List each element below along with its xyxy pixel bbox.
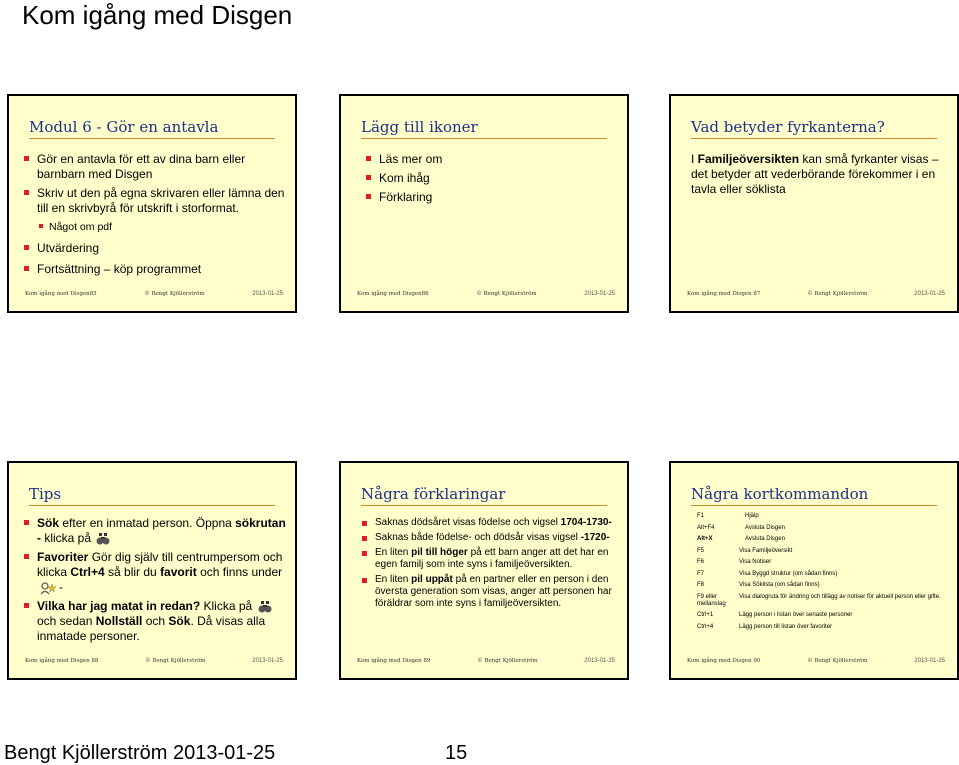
- slide-modul-6: [7, 94, 297, 313]
- shortcut-key: Alt+X: [697, 536, 713, 542]
- sub-bullet-item: Något om pdf: [39, 220, 287, 235]
- shortcut-row: [693, 582, 949, 589]
- footer-date: 2013-01-25: [252, 658, 283, 664]
- footer-copyright: © Bengt Kjöllerström: [145, 658, 206, 664]
- footer-date: 2013-01-25: [584, 291, 615, 297]
- shortcut-description: Visa Byggd struktur (om sådan finns): [739, 570, 838, 577]
- title-rule: [361, 505, 607, 506]
- title-rule: [29, 505, 275, 506]
- shortcut-description: Lägg person i listan över senaste personer: [739, 612, 853, 618]
- page-title: Kom igång med Disgen: [22, 0, 293, 30]
- favorites-icon: [39, 581, 57, 595]
- shortcut-row: [693, 594, 949, 608]
- shortcut-description: Visa Familjeöversikt: [739, 547, 793, 554]
- page-footer: Bengt Kjöllerström 2013-01-25: [4, 742, 276, 764]
- slide-nagra-kortkommandon: [669, 461, 959, 680]
- footer-date: 2013-01-25: [914, 291, 945, 297]
- shortcut-key: F5: [697, 547, 705, 554]
- slide-tips: [7, 461, 297, 680]
- bullet-item: En liten pil till höger på ett barn anger att det har en egen familj som inte syns i familjeöversikten.: [359, 547, 619, 571]
- title-rule: [29, 138, 275, 139]
- slide-title: Tips: [29, 485, 62, 503]
- footer-left: Kom igång med Disgen 90: [687, 658, 761, 664]
- binoculars-icon: [96, 533, 110, 545]
- shortcut-row: [693, 548, 949, 555]
- slide-footer: [687, 291, 945, 297]
- slide-vad-betyder-fyrkanterna: [669, 94, 959, 313]
- footer-left: Kom igång med Disgen 89: [357, 658, 431, 664]
- bullet-item: Saknas både födelse- och dödsår visas vigsel -1720-: [359, 532, 619, 544]
- bullet-item: Favoriter Gör dig själv till centrumpersom och klicka Ctrl+4 så blir du favorit och finns under -: [21, 550, 287, 595]
- shortcut-row: [693, 612, 949, 619]
- shortcut-description: Lägg person till listan över favoriter: [739, 623, 833, 630]
- footer-date: 2013-01-25: [252, 291, 283, 297]
- bullet-item: Fortsättning – köp programmet: [21, 262, 287, 277]
- slide-lagg-till-ikoner: [339, 94, 629, 313]
- shortcut-description: Visa Söklista (om sådan finns): [739, 582, 820, 588]
- slide-title: Några förklaringar: [361, 485, 506, 503]
- title-rule: [691, 505, 937, 506]
- footer-left: Kom igång med Disgen86: [357, 291, 429, 297]
- slide-footer: [687, 658, 945, 664]
- slide-title: Lägg till ikoner: [361, 118, 478, 136]
- footer-date: 2013-01-25: [584, 658, 615, 664]
- footer-date: 2013-01-25: [914, 658, 945, 664]
- shortcut-description: Visa Notiser: [739, 559, 772, 565]
- slide-footer: [25, 658, 283, 664]
- shortcut-row: [693, 525, 949, 532]
- slide-title: Modul 6 - Gör en antavla: [29, 118, 219, 136]
- shortcut-row: [693, 513, 949, 520]
- shortcut-key: Alt+F4: [697, 524, 715, 531]
- bullet-item: Kom ihåg: [363, 171, 619, 186]
- slide-footer: [357, 291, 615, 297]
- shortcut-key: Ctrl+1: [697, 612, 714, 618]
- shortcut-key: Ctrl+4: [697, 623, 714, 630]
- body-text: I Familjeöversikten kan små fyrkanter visas – det betyder att vederbörande förekommer i en tavla eller söklista: [691, 152, 939, 196]
- slide-title: Vad betyder fyrkanterna?: [691, 118, 885, 136]
- footer-left: Kom igång med Disgen85: [25, 291, 97, 297]
- shortcut-key: F6: [697, 559, 705, 565]
- page-number: 15: [445, 742, 468, 764]
- title-rule: [361, 138, 607, 139]
- shortcut-description: Visa dialogruta för ändring och tillägg av notiser för aktuell person eller gifte.: [739, 593, 941, 600]
- bullet-item: Förklaring: [363, 190, 619, 205]
- bullet-item: Läs mer om: [363, 152, 619, 167]
- shortcut-row: [693, 624, 949, 631]
- shortcut-description: Hjälp: [745, 513, 759, 519]
- slide-body: [21, 516, 287, 648]
- footer-copyright: © Bengt Kjöllerström: [807, 291, 868, 297]
- footer-copyright: © Bengt Kjöllerström: [477, 658, 538, 664]
- bullet-item: Vilka har jag matat in redan? Klicka på och sedan Nollställ och Sök. Då visas alla inmatade personer.: [21, 599, 287, 644]
- bullet-item: Utvärdering: [21, 241, 287, 256]
- slide-footer: [357, 658, 615, 664]
- bullet-item: Saknas dödsåret visas födelse och vigsel 1704-1730-: [359, 517, 619, 529]
- bullet-item: Sök efter en inmatad person. Öppna sökrutan - klicka på: [21, 516, 287, 546]
- footer-left: Kom igång med Disgen 88: [25, 658, 99, 664]
- shortcut-key: F7: [697, 570, 705, 577]
- slide-title: Några kortkommandon: [691, 485, 869, 503]
- slide-body: [691, 152, 947, 197]
- title-rule: [691, 138, 937, 139]
- footer-copyright: © Bengt Kjöllerström: [476, 291, 537, 297]
- slide-body: [363, 152, 619, 209]
- footer-left: Kom igång med Disgen 87: [687, 291, 761, 297]
- slide-body: [359, 517, 619, 613]
- shortcut-row: [693, 536, 949, 543]
- shortcut-table: [693, 513, 949, 635]
- shortcut-description: Avsluta Disgen: [745, 536, 785, 542]
- slide-nagra-forklaringar: [339, 461, 629, 680]
- shortcut-row: [693, 559, 949, 566]
- binoculars-icon: [258, 601, 272, 613]
- bullet-item: Skriv ut den på egna skrivaren eller lämna den till en skrivbyrå för utskrift i storformat.: [21, 186, 287, 216]
- slide-footer: [25, 291, 283, 297]
- footer-copyright: © Bengt Kjöllerström: [807, 658, 868, 664]
- shortcut-key: F1: [697, 513, 705, 519]
- shortcut-description: Avsluta Disgen: [745, 524, 785, 531]
- slide-body: [21, 152, 287, 281]
- bullet-item: En liten pil uppåt på en partner eller en person i den översta generation som visas, anger att personen har föräldrar som inte syns i familjeöversikten.: [359, 574, 619, 610]
- bullet-item: Gör en antavla för ett av dina barn eller barnbarn med Disgen: [21, 152, 287, 182]
- footer-copyright: © Bengt Kjöllerström: [144, 291, 205, 297]
- shortcut-key: F8: [697, 582, 705, 588]
- shortcut-key: F9 eller mellanslag: [697, 593, 726, 607]
- shortcut-row: [693, 571, 949, 578]
